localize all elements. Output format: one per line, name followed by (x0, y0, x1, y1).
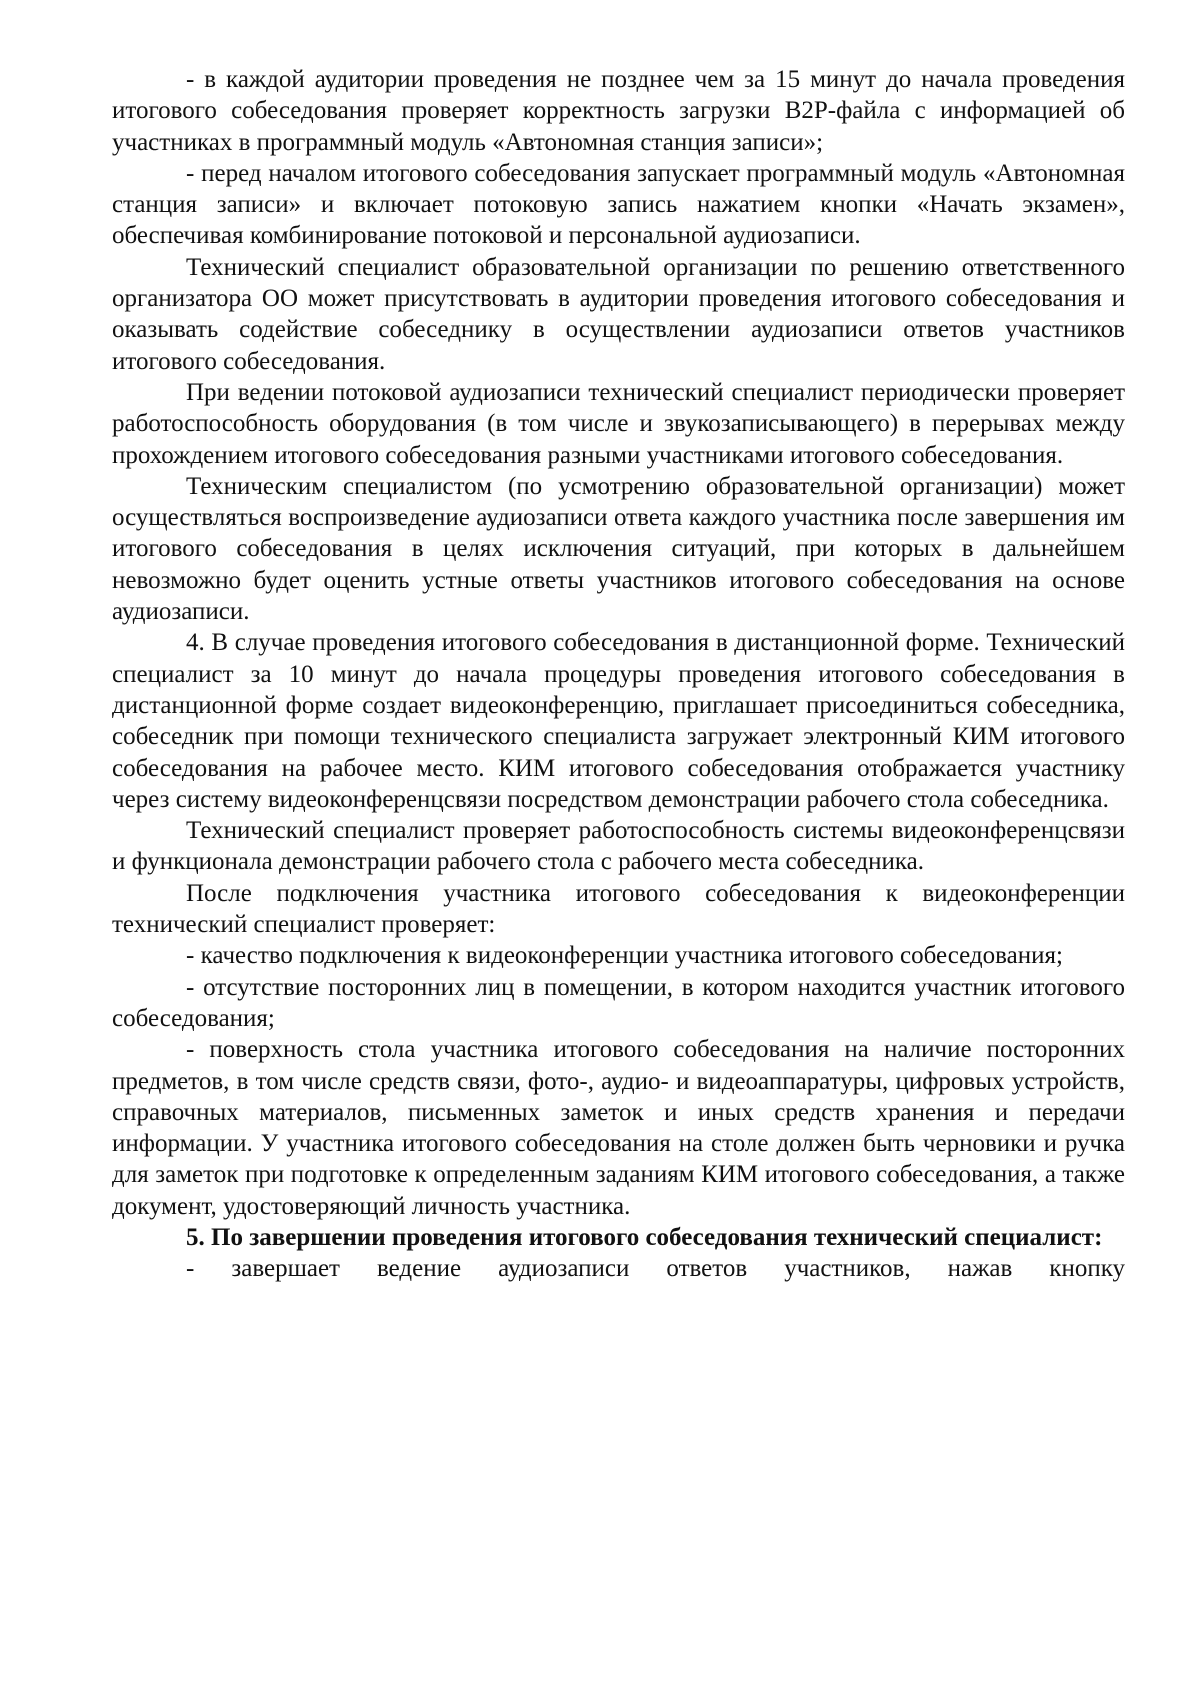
paragraph-vks-check: Технический специалист проверяет работоспособность системы видеоконференцсвязи и функционала демонстрации рабочего стола с рабочего места собеседника. (112, 817, 1125, 876)
paragraph-bullet-b2p-check: - в каждой аудитории проведения не позднее чем за 15 минут до начала проведения итогового собеседования проверяет корректность загрузки B2P-файла с информацией об участниках в программный модуль «Автономная станция записи»; (112, 66, 1125, 156)
paragraph-bullet-no-outsiders: - отсутствие посторонних лиц в помещении, в котором находится участник итогового собеседования; (112, 973, 1125, 1032)
paragraph-bullet-start-recording: - перед началом итогового собеседования запускает программный модуль «Автономная станция записи» и включает потоковую запись нажатием кнопки «Начать экзамен», обеспечивая комбинирование потоковой и персональной аудиозаписи. (112, 159, 1125, 250)
paragraph-after-connection: После подключения участника итогового собеседования к видеоконференции технический специалист проверяет: (112, 879, 1125, 939)
paragraph-bullet-connection-quality: - качество подключения к видеоконференции участника итогового собеседования; (186, 942, 1063, 970)
section-heading-completion: 5. По завершении проведения итогового собеседования технический специалист: (186, 1223, 1103, 1251)
paragraph-bullet-stop-recording: - завершает ведение аудиозаписи ответов участников, нажав кнопку (186, 1255, 1125, 1283)
paragraph-remote-form: 4. В случае проведения итогового собеседования в дистанционной форме. Технический специалист за 10 минут до начала процедуры проведения итогового собеседования в дистанционной форме создает видеоконференцию, приглашает присоединиться собеседника, собеседник при помощи технического специалиста загружает электронный КИМ итогового собеседования на рабочее место. КИМ итогового собеседования отображается участнику через систему видеоконференцсвязи посредством демонстрации рабочего стола собеседника. (112, 629, 1125, 813)
paragraph-tech-specialist-presence: Технический специалист образовательной организации по решению ответственного организатора ОО может присутствовать в аудитории проведения итогового собеседования и оказывать содействие собеседнику в осуществлении аудиозаписи ответов участников итогового собеседования. (112, 253, 1125, 375)
paragraph-playback: Техническим специалистом (по усмотрению образовательной организации) может осуществляться воспроизведение аудиозаписи ответа каждого участника после завершения им итогового собеседования в целях исключения ситуаций, при которых в дальнейшем невозможно будет оценить устные ответы участников итогового собеседования на основе аудиозаписи. (112, 472, 1125, 626)
paragraph-equipment-check: При ведении потоковой аудиозаписи технический специалист периодически проверяет работоспособность оборудования (в том числе и звукозаписывающего) в перерывах между прохождением итогового собеседования разными участниками итогового собеседования. (112, 378, 1125, 469)
paragraph-bullet-desk-surface: - поверхность стола участника итогового собеседования на наличие посторонних предметов, в том числе средств связи, фото-, аудио- и видеоаппаратуры, цифровых устройств, справочных материалов, письменных заметок и иных средств хранения и передачи информации. У участника итогового собеседования на столе должен быть черновики и ручка для заметок при подготовке к определенным заданиям КИМ итогового собеседования, а также документ, удостоверяющий личность участника. (112, 1036, 1125, 1220)
